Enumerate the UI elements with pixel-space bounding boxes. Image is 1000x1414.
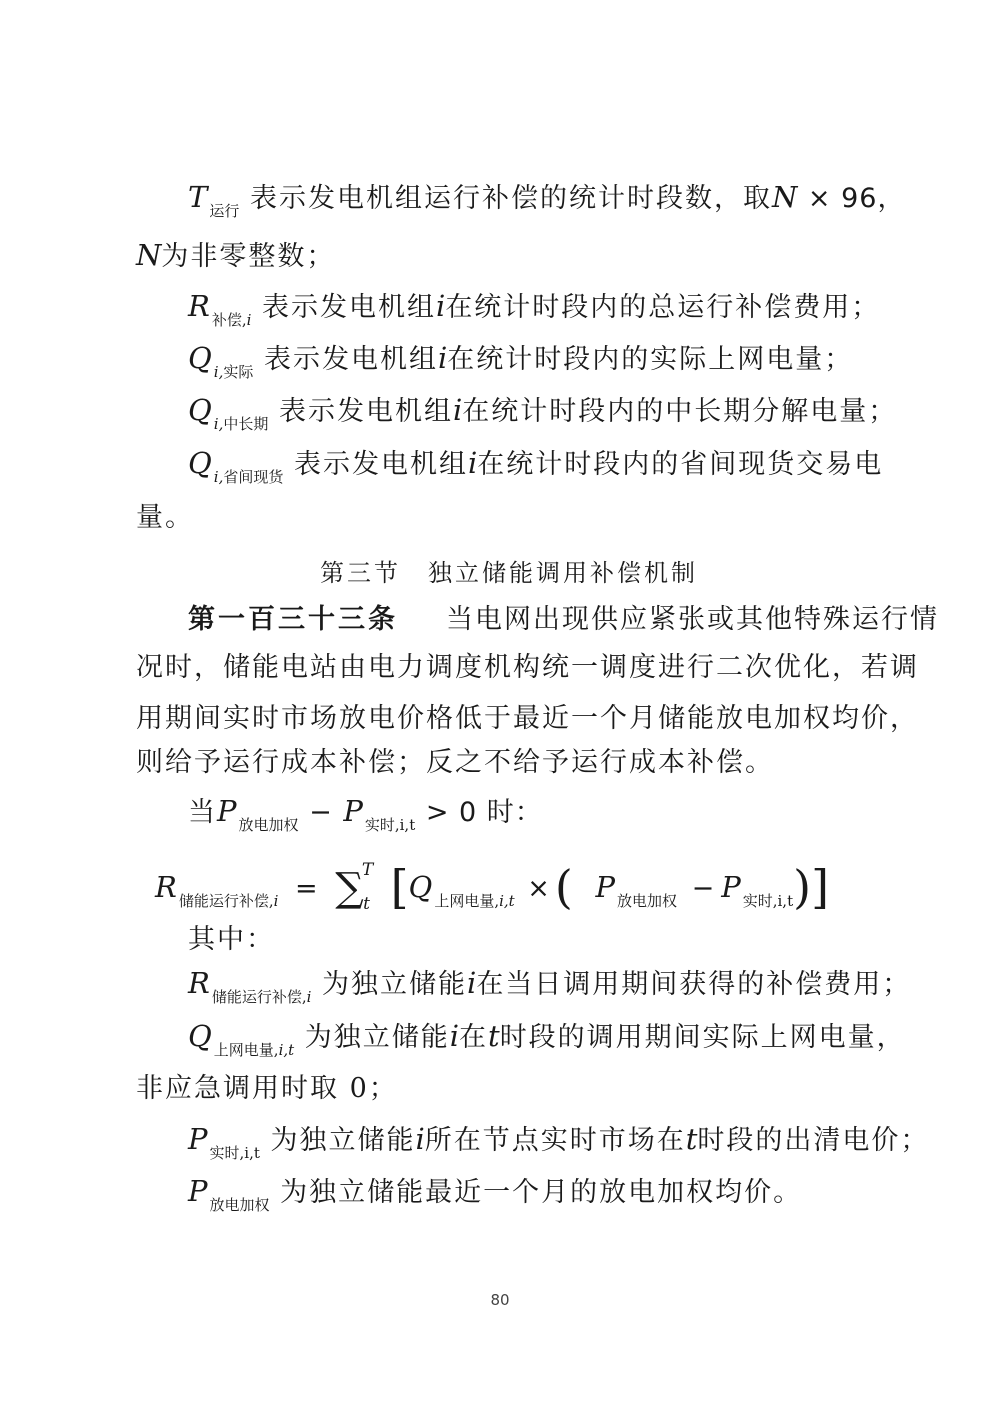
equals-sign: = [295, 873, 319, 904]
symbol-q-subscript: 上网电量,i,t [213, 1041, 295, 1059]
def-q1-text2: 在统计时段内的实际上网电量； [447, 344, 854, 375]
symbol-q-subscript: i,省间现货 [213, 468, 284, 486]
def-q1-text1: 表示发电机组 [263, 344, 438, 375]
def2-p1-text1: 为独立储能 [270, 1125, 416, 1156]
def-q-actual-line [188, 341, 854, 381]
def-q-grid-line [188, 1019, 906, 1059]
where-label: 其中： [188, 924, 275, 955]
times-sign: × [527, 873, 551, 904]
symbol-n: N [771, 180, 798, 214]
left-bracket: [ [390, 860, 409, 914]
right-bracket: ] [811, 860, 830, 914]
def-t-continuation [136, 238, 336, 272]
def-q-spot-continuation: 量。 [136, 502, 194, 533]
sum-lower-limit: t [363, 894, 370, 914]
def-t-cont-text: 为非零整数； [161, 241, 336, 272]
symbol-i: i [467, 446, 478, 480]
def-t-text: 表示发电机组运行补偿的统计时段数，取 [249, 183, 772, 214]
symbol-p: P [217, 794, 237, 828]
symbol-p: P [343, 794, 363, 828]
symbol-i: i [437, 341, 448, 375]
symbol-p-subscript: 实时,i,t [364, 816, 416, 834]
def2-q-text3: 时段的调用期间实际上网电量， [499, 1022, 906, 1053]
def-q-midlong-line [188, 393, 898, 433]
article-text-1: 当电网出现供应紧张或其他特殊运行情 [446, 604, 939, 635]
symbol-q: Q [408, 870, 433, 904]
symbol-r-subscript: 补偿,i [211, 311, 252, 329]
formula-r-subscript: 储能运行补偿,i [178, 892, 279, 910]
article-title: 第一百三十三条 [188, 604, 398, 635]
summation-sign: ∑ [335, 865, 364, 911]
def2-r-text1: 为独立储能 [322, 969, 468, 1000]
def-r-storage-line [188, 966, 912, 1006]
def-q3-text2: 在统计时段内的省间现货交易电 [477, 449, 884, 480]
minus-sign: − [691, 873, 716, 904]
article-133-line-4: 则给予运行成本补偿；反之不给予运行成本补偿。 [136, 747, 774, 778]
def-r-text2: 在统计时段内的总运行补偿费用； [445, 292, 881, 323]
condition-prefix: 当 [188, 797, 217, 828]
symbol-p: P [595, 870, 615, 904]
minus-sign: − [309, 797, 333, 828]
symbol-t: t [685, 1122, 698, 1156]
def-q-grid-continuation: 非应急调用时取 0； [136, 1073, 398, 1104]
symbol-i: i [467, 966, 477, 1000]
symbol-p: P [721, 870, 741, 904]
article-133-line-3: 用期间实时市场放电价格低于最近一个月储能放电加权均价， [136, 703, 919, 734]
symbol-p-subscript: 放电加权 [209, 1196, 270, 1214]
symbol-q: Q [188, 341, 212, 375]
symbol-q-subscript: i,中长期 [213, 415, 269, 433]
def2-q-text1: 为独立储能 [304, 1022, 450, 1053]
symbol-r: R [155, 870, 177, 904]
def-q2-text1: 表示发电机组 [278, 396, 453, 427]
formula-q-subscript: 上网电量,i,t [434, 892, 515, 910]
def-t-line: T $_{运行}$ 表示发电机组运行补偿的统计时段数，取N × 96， [188, 180, 907, 220]
symbol-q: Q [188, 446, 212, 480]
symbol-t-subscript: 运行 [209, 202, 240, 220]
def-q-spot-line [188, 446, 884, 486]
symbol-q: Q [188, 393, 212, 427]
formula-p2-subscript: 实时,i,t [742, 892, 794, 910]
compensation-formula [155, 858, 830, 914]
def2-q-text2: 在 [459, 1022, 489, 1053]
left-paren: ( [554, 860, 573, 914]
def2-p1-text3: 时段的出清电价； [697, 1125, 930, 1156]
symbol-r-subscript: 储能运行补偿,i [211, 988, 312, 1006]
def-q3-text1: 表示发电机组 [293, 449, 468, 480]
def-p-weighted-line [188, 1174, 803, 1214]
symbol-p-subscript: 实时,i,t [209, 1144, 260, 1162]
sum-upper-limit: T [361, 860, 374, 880]
page-number: 80 [490, 1291, 510, 1309]
def-r-line [188, 289, 881, 329]
def2-p2-text: 为独立储能最近一个月的放电加权均价。 [280, 1177, 803, 1208]
symbol-i: i [436, 289, 446, 323]
symbol-t: t [488, 1019, 500, 1053]
condition-line [188, 794, 543, 834]
def-t-multiplier: × 96 [807, 183, 878, 214]
symbol-r: R [188, 966, 210, 1000]
symbol-i: i [415, 1122, 425, 1156]
def-p-realtime-line [188, 1122, 930, 1162]
article-133-line-2: 况时，储能电站由电力调度机构统一调度进行二次优化，若调 [136, 652, 919, 683]
symbol-q: Q [188, 1019, 212, 1053]
symbol-q-subscript: i,实际 [213, 363, 254, 381]
article-133-first-line [188, 606, 939, 633]
symbol-i: i [449, 1019, 460, 1053]
condition-rest: > 0 时： [425, 797, 543, 828]
symbol-r: R [188, 289, 210, 323]
def-r-text1: 表示发电机组 [262, 292, 437, 323]
symbol-p-subscript: 放电加权 [238, 816, 299, 834]
def2-r-text2: 在当日调用期间获得的补偿费用； [476, 969, 912, 1000]
symbol-i: i [452, 393, 463, 427]
right-paren: ) [793, 860, 812, 914]
def-q2-text2: 在统计时段内的中长期分解电量； [462, 396, 898, 427]
symbol-p: P [188, 1174, 208, 1208]
symbol-p: P [188, 1122, 208, 1156]
def2-p1-text2: 所在节点实时市场在 [424, 1125, 686, 1156]
formula-p1-subscript: 放电加权 [616, 892, 677, 910]
symbol-t: T [188, 180, 208, 214]
symbol-n-2: N [136, 238, 162, 272]
section-heading: 第三节 独立储能调用补偿机制 [320, 559, 698, 587]
